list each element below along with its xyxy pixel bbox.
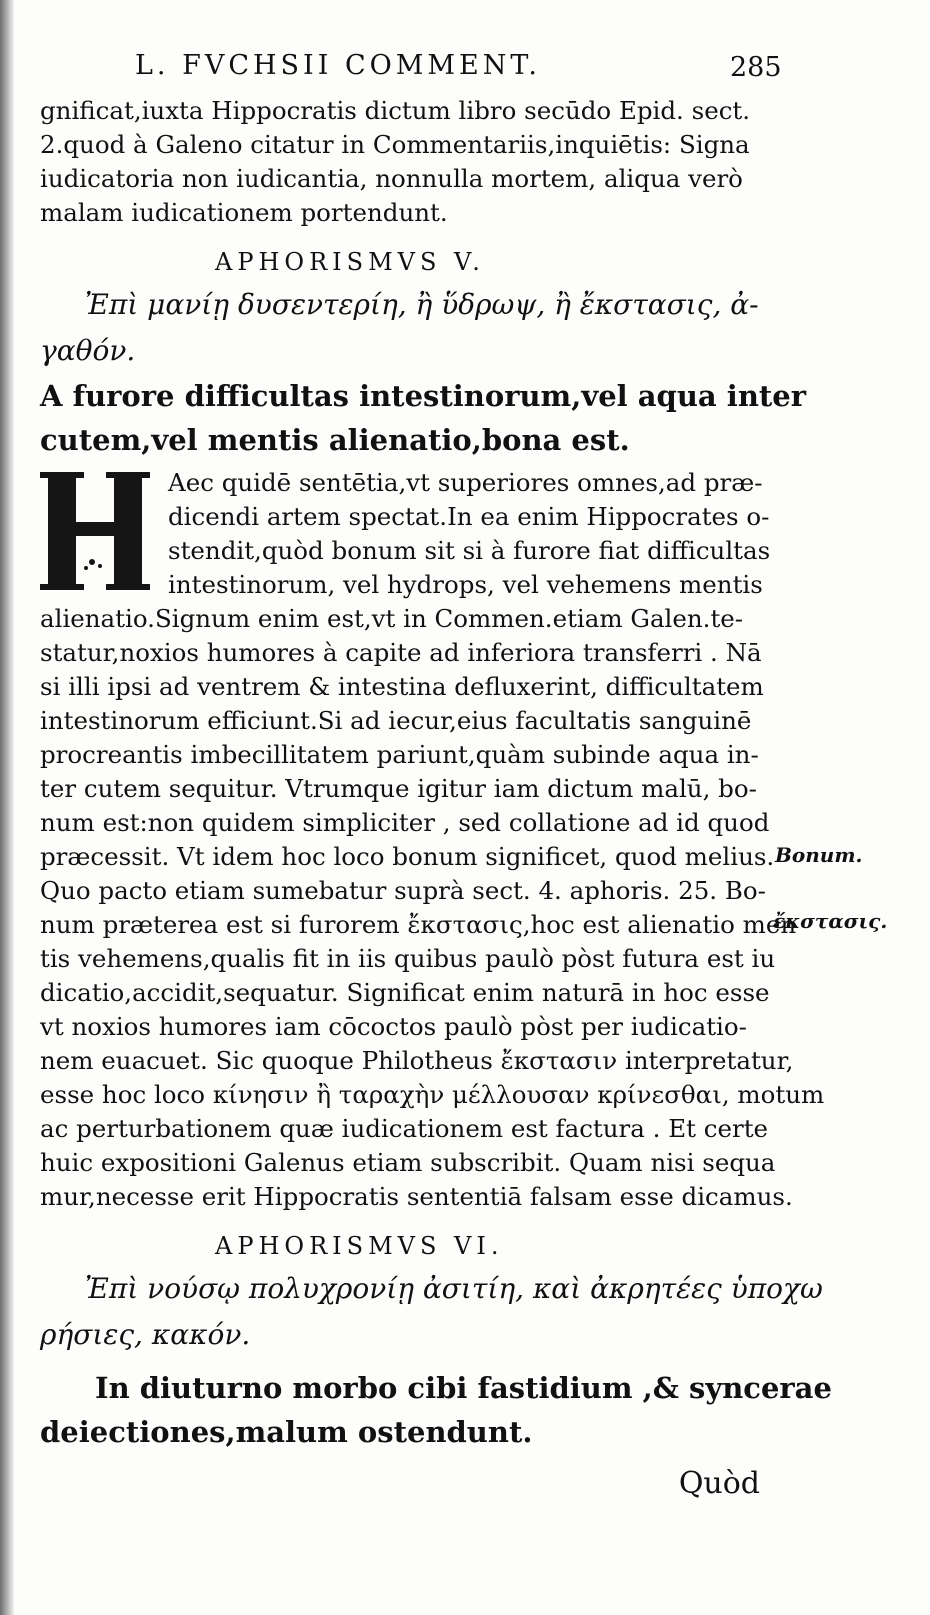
text-line: nem euacuet. Sic quoque Philotheus ἔκστασιν interpretatur, [40,1046,794,1075]
ornamental-drop-cap-h [40,468,152,594]
text-line: ac perturbationem quæ iudicationem est factura . Et certe [40,1114,769,1143]
text-line: vt noxios humores iam cōcoctos paulò pòst per iudicatio- [40,1012,747,1041]
text-line: procreantis imbecillitatem pariunt,quàm subinde aqua in- [40,740,759,769]
aphorism-v-title: APHORISMVS V. [215,248,485,276]
text-line: Quo pacto etiam sumebatur suprà sect. 4. aphoris. 25. Bo- [40,876,766,905]
text-line: 2.quod à Galeno citatur in Commentariis,inquiētis: Signa [40,130,750,159]
aphorism-v-greek [40,282,770,374]
text-line: iudicatoria non iudicantia, nonnulla mortem, aliqua verò [40,164,743,193]
text-line: dicatio,accidit,sequatur. Significat enim naturā in hoc esse [40,978,770,1007]
greek-line: Ἐπὶ μανίῃ δυσεντερίη, ἢ ὕδρωψ, ἢ ἔκστασις, ἀ- [85,288,759,321]
greek-line: Ἐπὶ νούσῳ πολυχρονίῃ ἀσιτίη, καὶ ἀκρητέες ὑποχω [85,1272,823,1305]
margin-note-ekstasis: ἔκστασις. [773,909,888,933]
commentary-body [40,602,825,1214]
text-line: si illi ipsi ad ventrem & intestina defluxerint, difficultatem [40,672,764,701]
text-line: Aec quidē sentētia,vt superiores omnes,ad præ- [168,468,763,497]
greek-line: γαθόν. [40,334,136,367]
aphorism-vi-greek [40,1266,823,1358]
intro-paragraph [40,94,770,230]
text-line: malam iudicationem portendunt. [40,198,448,227]
text-line: ter cutem sequitur. Vtrumque igitur iam dictum malū, bo- [40,774,757,803]
commentary-v [40,466,825,1214]
page-content [40,42,832,1514]
text-line: alienatio.Signum enim est,vt in Commen.etiam Galen.te- [40,604,744,633]
text-line: huic expositioni Galenus etiam subscribit. Quam nisi sequa [40,1148,776,1177]
latin-line: A furore difficultas intestinorum,vel aqua inter [40,379,807,413]
text-line: gnificat,iuxta Hippocratis dictum libro secūdo Epid. sect. [40,96,751,125]
text-line: mur,necesse erit Hippocratis sententiā falsam esse dicamus. [40,1182,793,1211]
text-line: num est:non quidem simpliciter , sed collatione ad id quod [40,808,770,837]
greek-line: ρήσιες, κακόν. [40,1318,251,1351]
latin-line: cutem,vel mentis alienatio,bona est. [40,423,630,457]
binding-gutter [0,0,14,1615]
margin-note-bonum: Bonum. [775,843,863,867]
running-title: L. FVCHSII COMMENT. [135,50,541,81]
page-number: 285 [730,52,782,83]
latin-line: deiectiones,malum ostendunt. [40,1415,533,1449]
latin-line: In diuturno morbo cibi fastidium ,& syncerae [95,1371,832,1405]
text-line: dicendi artem spectat.In ea enim Hippocrates o- [168,502,770,531]
aphorism-vi-latin [40,1366,832,1454]
text-line: intestinorum efficiunt.Si ad iecur,eius facultatis sanguinē [40,706,752,735]
text-line: tis vehemens,qualis fit in iis quibus paulò pòst futura est iu [40,944,776,973]
text-line: intestinorum, vel hydrops, vel vehemens mentis [168,570,763,599]
text-line: statur,noxios humores à capite ad inferiora transferri . Nā [40,638,762,667]
catchword-row [40,1466,770,1514]
text-line: num præterea est si furorem ἔκστασις,hoc est alienatio men [40,910,797,939]
text-line: esse hoc loco κίνησιν ἢ ταραχὴν μέλλουσαν κρίνεσθαι, motum [40,1080,825,1109]
aphorism-vi-title: APHORISMVS VI. [215,1232,504,1260]
running-head [40,42,782,94]
catchword: Quòd [678,1466,760,1501]
aphorism-v-latin [40,374,807,462]
text-line: stendit,quòd bonum sit si à furore fiat difficultas [168,536,771,565]
text-line: præcessit. Vt idem hoc loco bonum significet, quod melius. [40,842,775,871]
